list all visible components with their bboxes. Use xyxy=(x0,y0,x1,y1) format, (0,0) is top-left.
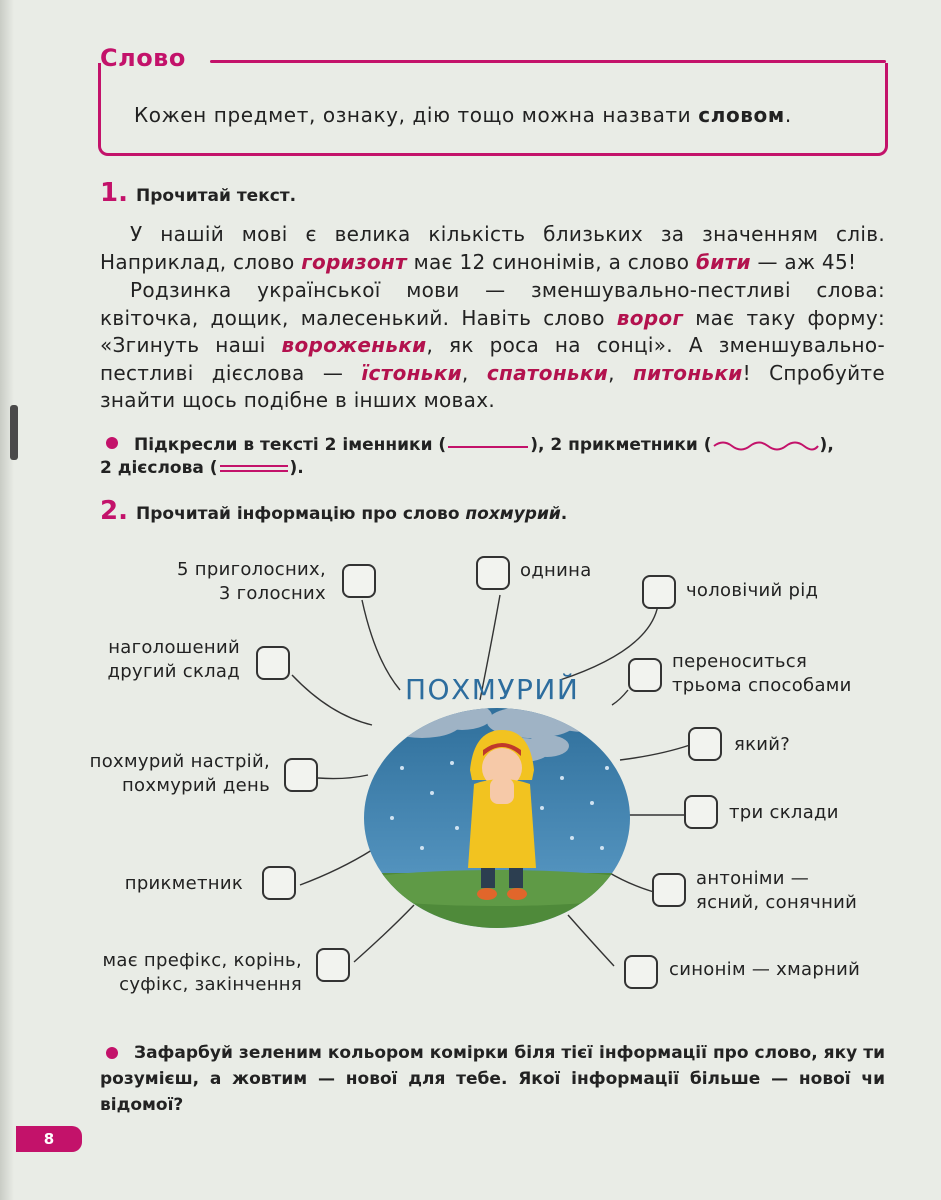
underline-task-line1: Підкресли в тексті 2 іменники ( ), 2 прикметники ( ), xyxy=(134,435,834,455)
checkbox-masculine[interactable] xyxy=(642,575,676,609)
label-synonym: синонім — хмарний xyxy=(669,959,861,980)
task2-number: 2. xyxy=(100,496,128,526)
label-adjective: прикметник xyxy=(124,873,243,894)
label-consonants-vowels: 5 приголосних, 3 голосних xyxy=(177,559,326,604)
label-antonyms: антоніми — ясний, сонячний xyxy=(696,868,858,913)
label-hyphenation: переноситься трьома способами xyxy=(672,651,852,696)
label-masculine: чоловічий рід xyxy=(686,580,819,601)
checkbox-word-structure[interactable] xyxy=(316,948,350,982)
rainy-boy-illustration xyxy=(362,708,632,928)
checkbox-antonyms[interactable] xyxy=(652,873,686,907)
checkbox-question[interactable] xyxy=(688,727,722,761)
label-stressed-syllable: наголошений другий склад xyxy=(107,637,240,682)
center-word: ПОХМУРИЙ xyxy=(405,673,580,706)
label-question: який? xyxy=(734,734,791,755)
task2-instruction: Прочитай інформацію про слово похмурий. xyxy=(136,504,568,524)
checkbox-synonym[interactable] xyxy=(624,955,658,989)
checkbox-singular[interactable] xyxy=(476,556,510,590)
label-word-structure: має префікс, корінь, суфікс, закінчення xyxy=(102,950,302,995)
checkbox-consonants-vowels[interactable] xyxy=(342,564,376,598)
checkbox-hyphenation[interactable] xyxy=(628,658,662,692)
underline-task-line2: 2 дієслова ( ). xyxy=(100,458,304,478)
label-syllables: три склади xyxy=(729,802,839,823)
page-number: 8 xyxy=(16,1126,82,1152)
task1-instruction: Прочитай текст. xyxy=(136,186,297,206)
label-singular: однина xyxy=(520,560,592,581)
task1-paragraph-2: Родзинка української мови — зменшувально-пестливі слова: квіточка, дощик, малесенький. Навіть слово ворог має таку форму: «Згинуть наші вороженьки, як роса на сонці». А зменшувально-пестливі дієслова — їстоньки, спатоньки, питоньки! Спробуйте знайти щось подібне в інших мовах. xyxy=(100,278,885,412)
task1-paragraph-1: У нашій мові є велика кількість близьких за значенням слів. Наприклад, слово горизонт має 12 синонімів, а слово бити — аж 45! xyxy=(100,222,885,274)
color-task: Зафарбуй зеленим кольором комірки біля тієї інформації про слово, яку ти розумієш, а жовтим — нової для тебе. Якої інформації більше — нової чи відомої? xyxy=(100,1043,885,1115)
definition-text: Кожен предмет, ознаку, дію тощо можна назвати словом. xyxy=(134,103,792,127)
label-collocations: похмурий настрій, похмурий день xyxy=(89,751,270,796)
frame-title: Слово xyxy=(100,44,186,72)
task1-number: 1. xyxy=(100,178,128,208)
checkbox-syllables[interactable] xyxy=(684,795,718,829)
checkbox-adjective[interactable] xyxy=(262,866,296,900)
checkbox-stressed-syllable[interactable] xyxy=(256,646,290,680)
checkbox-collocations[interactable] xyxy=(284,758,318,792)
